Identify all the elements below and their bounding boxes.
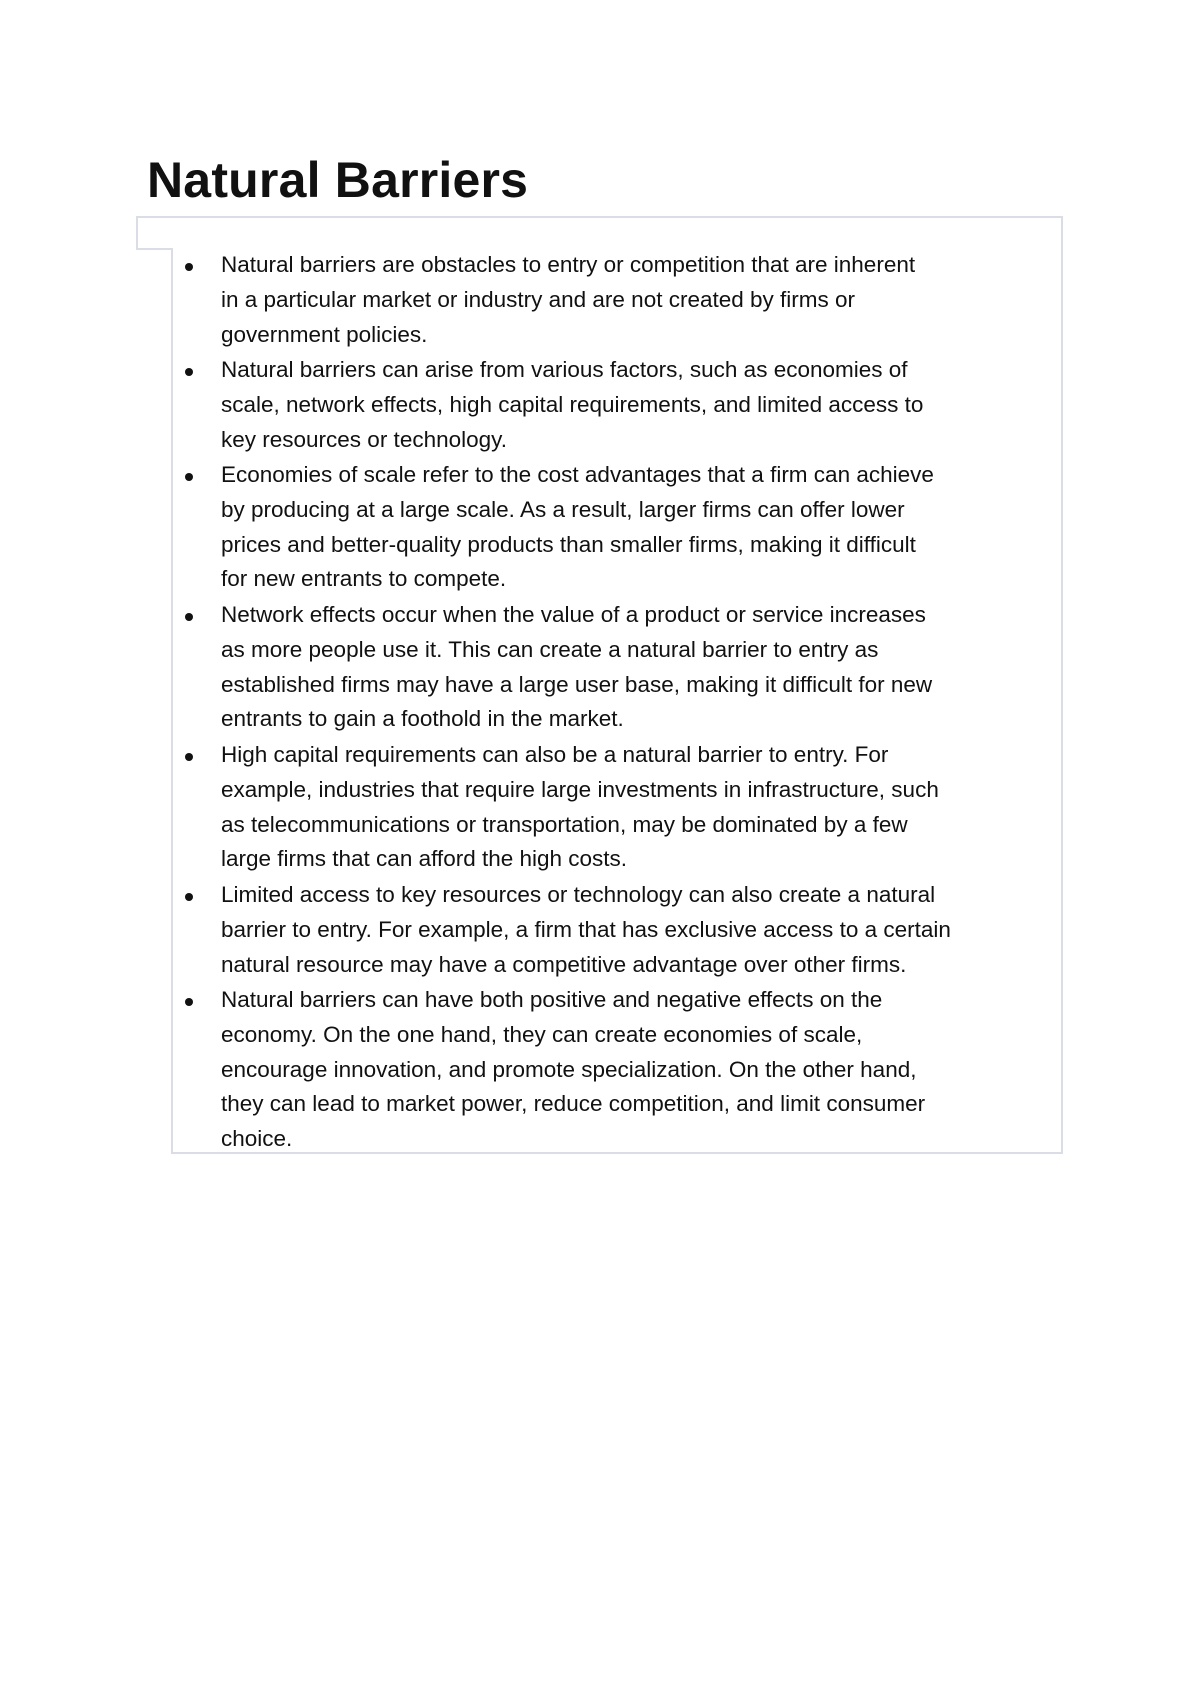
bullet-icon bbox=[185, 473, 193, 481]
bullet-text: Natural barriers can have both positive and negative effects on the economy. On the one hand, they can create economies of scale, encourage innovation, and promote specialization. On the other hand, they can lead to market power, reduce competition, and limit consumer choice. bbox=[221, 987, 926, 1152]
bullet-icon bbox=[185, 263, 193, 271]
bullet-text: High capital requirements can also be a natural barrier to entry. For example, industries that require large investments in infrastructure, such as telecommunications or transportation, may be dominated by a few large firms that can afford the high costs. bbox=[221, 742, 939, 872]
bullet-text: Natural barriers can arise from various factors, such as economies of scale, network effects, high capital requirements, and limited access to key resources or technology. bbox=[221, 357, 924, 452]
bullet-text: Natural barriers are obstacles to entry or competition that are inherent in a particular market or industry and are not created by firms or government policies. bbox=[221, 252, 916, 347]
bullet-icon bbox=[185, 893, 193, 901]
bullet-icon bbox=[185, 998, 193, 1006]
content-box bbox=[171, 248, 1063, 1154]
title-underline-box bbox=[136, 216, 1063, 250]
bullet-icon bbox=[185, 753, 193, 761]
bullet-text: Network effects occur when the value of a product or service increases as more people use it. This can create a natural barrier to entry as established firms may have a large user base, making it difficult for new entrants to gain a foothold in the market. bbox=[221, 602, 933, 732]
bullet-text: Limited access to key resources or technology can also create a natural barrier to entry. For example, a firm that has exclusive access to a certain natural resource may have a competitive advantage over other firms. bbox=[221, 882, 951, 977]
bullet-icon bbox=[185, 368, 193, 376]
page-title: Natural Barriers bbox=[147, 152, 529, 208]
bullet-icon bbox=[185, 613, 193, 621]
bullet-text: Economies of scale refer to the cost advantages that a firm can achieve by producing at a large scale. As a result, larger firms can offer lower prices and better-quality products than smaller firms, making it difficult for new entrants to compete. bbox=[221, 462, 934, 592]
